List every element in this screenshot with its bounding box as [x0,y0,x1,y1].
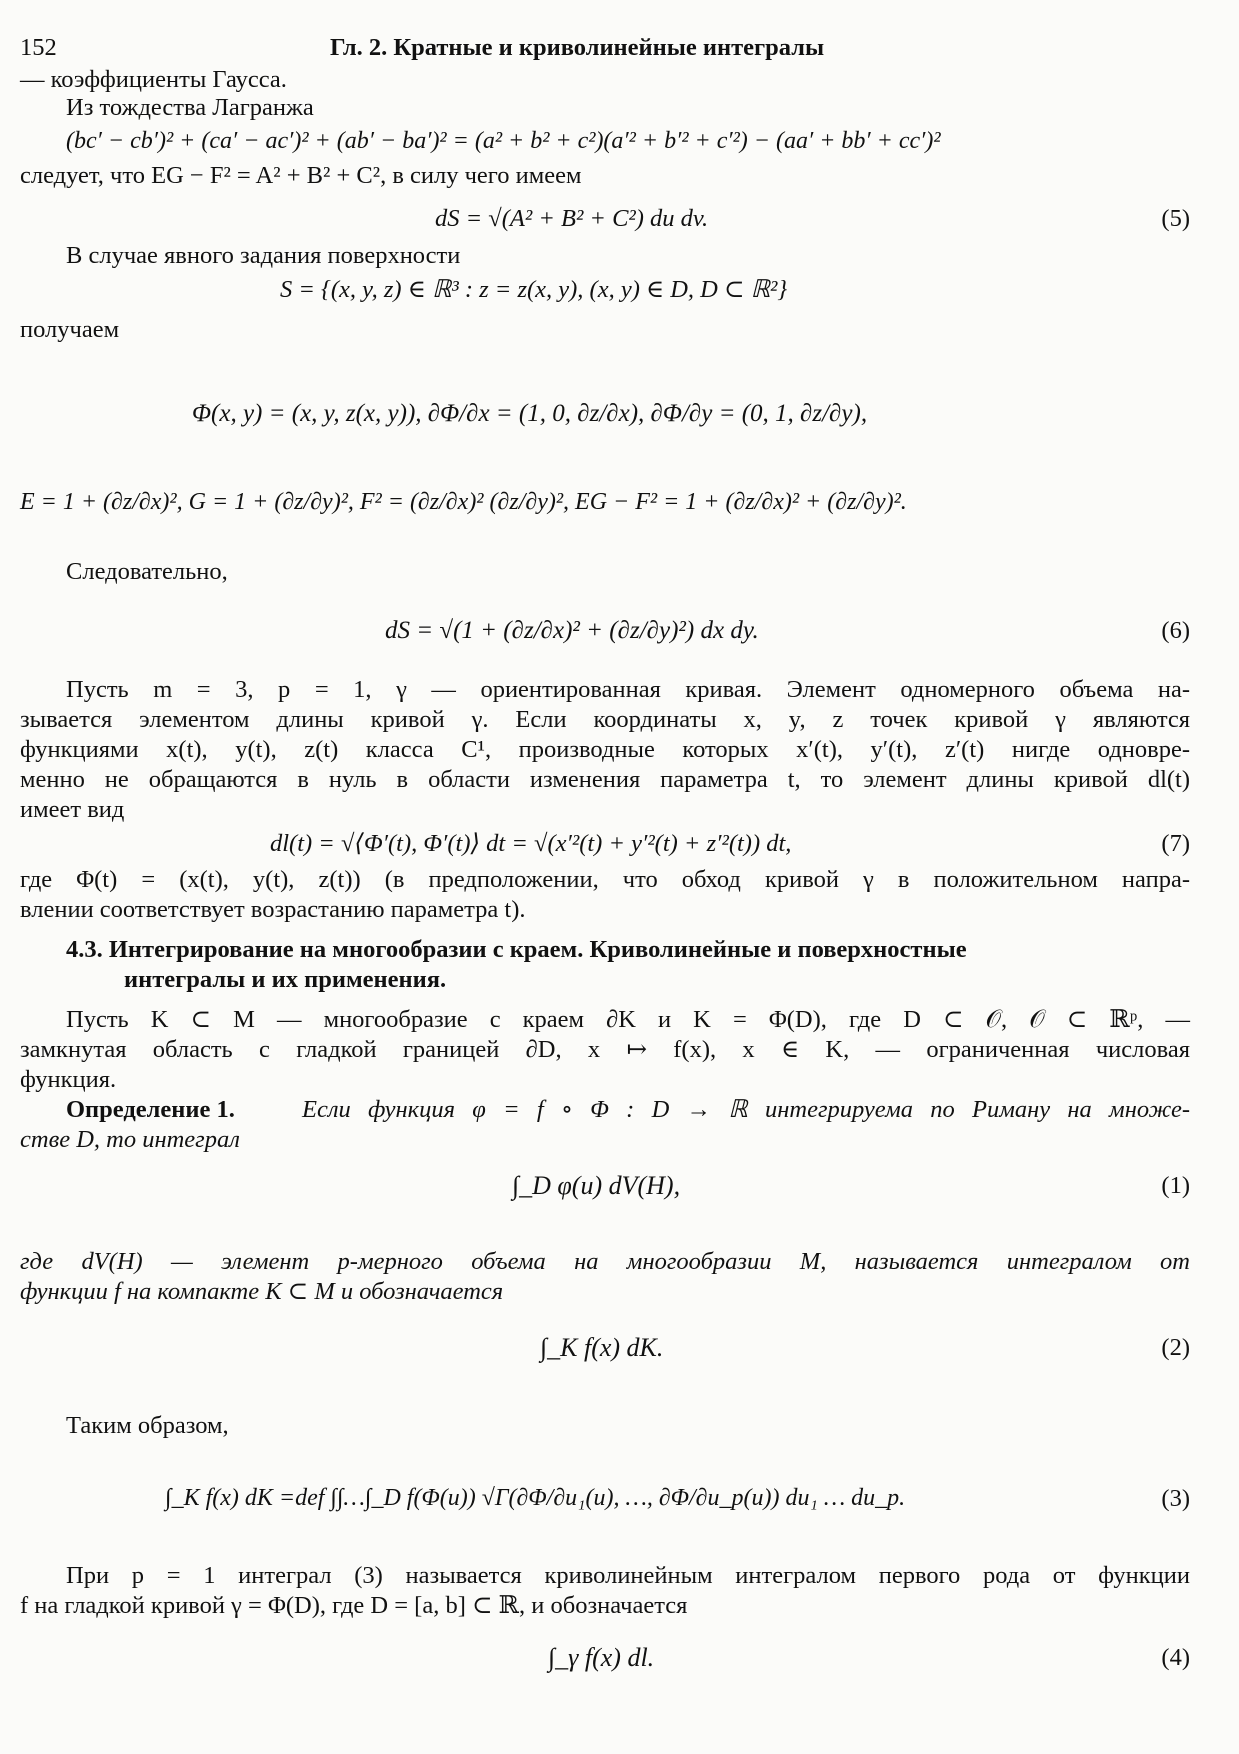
paragraph-line: менно не обращаются в нуль в области изменения параметра t, то элемент длины кривой dl(t) [20,766,1190,793]
definition-text: Если функция φ = f ∘ Φ : D → ℝ интегрируема по Риману на множе- [302,1096,1190,1123]
equation-3: ∫_K f(x) dK =def ∫∫…∫_D f(Φ(u)) √Γ(∂Φ/∂u₁(u), …, ∂Φ/∂u_p(u)) du₁ … du_p. [165,1485,906,1511]
equation-number-7: (7) [1161,830,1190,857]
text-line: — коэффициенты Гаусса. [20,66,287,93]
text-line: Таким образом, [66,1412,229,1439]
equation-4: ∫_γ f(x) dl. [548,1643,655,1672]
equation-phi-partials: Φ(x, y) = (x, y, z(x, y)), ∂Φ/∂x = (1, 0, ∂z/∂x), ∂Φ/∂y = (0, 1, ∂z/∂y), [192,400,868,427]
text-line: Из тождества Лагранжа [66,94,314,121]
equation-lagrange-identity: (bc′ − cb′)² + (ca′ − ac′)² + (ab′ − ba′)² = (a² + b² + c²)(a′² + b′² + c′²) − (aa′ + bb′ + cc′)² [66,128,941,154]
page-number: 152 [20,34,57,61]
section-heading: 4.3. Интегрирование на многообразии с краем. Криволинейные и поверхностные [66,936,967,963]
text-line: В случае явного задания поверхности [66,242,461,269]
equation-6: dS = √(1 + (∂z/∂x)² + (∂z/∂y)²) dx dy. [385,617,759,644]
text-line: Следовательно, [66,558,228,585]
paragraph-line: где Φ(t) = (x(t), y(t), z(t)) (в предположении, что обход кривой γ в положительном напра- [20,866,1190,893]
paragraph-line: f на гладкой кривой γ = Φ(D), где D = [a, b] ⊂ ℝ, и обозначается [20,1592,688,1619]
paragraph-line: При p = 1 интеграл (3) называется криволинейным интегралом первого рода от функции [66,1562,1190,1589]
text-line: следует, что EG − F² = A² + B² + C², в силу чего имеем [20,162,582,189]
text-line: получаем [20,316,120,343]
definition-text: где dV(H) — элемент p-мерного объема на многообразии M, называется интегралом от [20,1248,1190,1275]
equation-7: dl(t) = √⟨Φ′(t), Φ′(t)⟩ dt = √(x′²(t) + y′²(t) + z′²(t)) dt, [270,830,792,857]
equation-2: ∫_K f(x) dK. [540,1333,664,1362]
paragraph-line: влении соответствует возрастанию параметра t). [20,896,526,923]
equation-surface-definition: S = {(x, y, z) ∈ ℝ³ : z = z(x, y), (x, y) ∈ D, D ⊂ ℝ²} [280,276,788,303]
definition-text: функции f на компакте K ⊂ M и обозначается [20,1278,504,1305]
paragraph-line: Пусть K ⊂ M — многообразие с краем ∂K и K = Φ(D), где D ⊂ 𝒪, 𝒪 ⊂ ℝᵖ, — [66,1006,1190,1033]
equation-number-5: (5) [1161,205,1190,232]
paragraph-line: имеет вид [20,796,125,823]
equation-number-1: (1) [1161,1172,1190,1199]
paragraph-line: Пусть m = 3, p = 1, γ — ориентированная кривая. Элемент одномерного объема на- [66,676,1190,703]
paragraph-line: замкнутая область с гладкой границей ∂D, x ↦ f(x), x ∈ K, — ограниченная числовая [20,1036,1190,1063]
section-heading-continued: интегралы и их применения. [124,966,447,993]
paragraph-line: функция. [20,1066,117,1093]
equation-1: ∫_D φ(u) dV(H), [512,1171,681,1200]
definition-text: стве D, то интеграл [20,1126,240,1153]
equation-number-3: (3) [1161,1485,1190,1512]
equation-efg: E = 1 + (∂z/∂x)², G = 1 + (∂z/∂y)², F² = (∂z/∂x)² (∂z/∂y)², EG − F² = 1 + (∂z/∂x)² + (∂z/∂y)². [20,489,907,515]
equation-number-4: (4) [1161,1644,1190,1671]
paragraph-line: зывается элементом длины кривой γ. Если координаты x, y, z точек кривой γ являются [20,706,1190,733]
paragraph-line: функциями x(t), y(t), z(t) класса C¹, производные которых x′(t), y′(t), z′(t) нигде одновре- [20,736,1190,763]
running-title: Гл. 2. Кратные и криволинейные интегралы [330,34,825,61]
equation-number-2: (2) [1161,1334,1190,1361]
equation-number-6: (6) [1161,617,1190,644]
equation-5: dS = √(A² + B² + C²) du dv. [435,205,709,232]
definition-label: Определение 1. [66,1096,235,1123]
